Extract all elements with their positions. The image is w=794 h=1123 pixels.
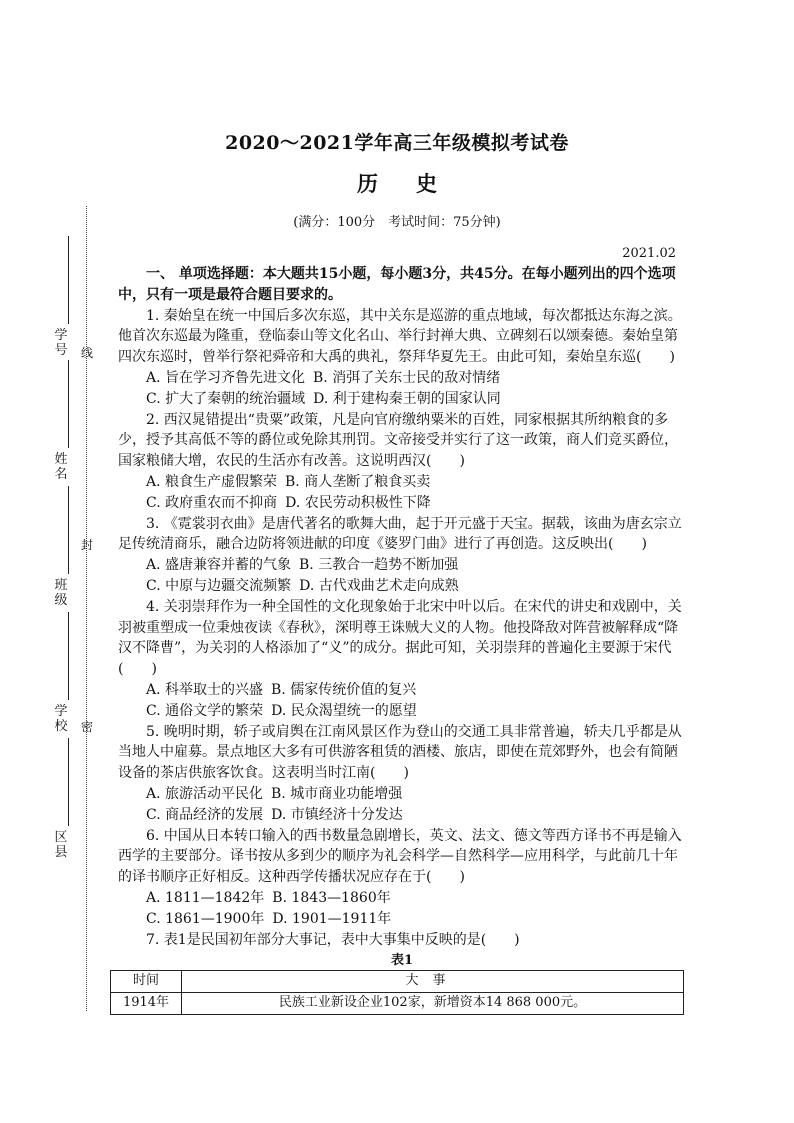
field-class (54, 578, 68, 608)
question-stem: 3. 《霓裳羽衣曲》是唐代著名的歌舞大曲，起于开元盛于天宝。据载，该曲为唐玄宗立足传统清商乐，融合边防将领进献的印度《婆罗门曲》进行了再创造。这反映出( ) (118, 515, 682, 553)
option-row (118, 805, 686, 826)
option[interactable]: A. 旅游活动平民化 (146, 785, 264, 802)
exam-content (118, 264, 686, 1015)
blank-line[interactable] (68, 738, 69, 826)
option-row (118, 576, 686, 597)
question-stem: 6. 中国从日本转口输入的西书数量急剧增长，英文、法文、德文等西方译书不再是输入西学的主要部分。译书按从多到少的顺序为礼会科学—自然科学—应用科学，与此前几十年的译书顺序正好相反。这种西学传播状况应存在于( ) (118, 827, 682, 886)
option[interactable]: A. 粮食生产虚假繁荣 (146, 473, 278, 490)
table-header: 大事 (182, 971, 684, 993)
option[interactable]: C. 中原与边疆交流频繁 (146, 577, 292, 594)
option[interactable]: D. 利于建构秦王朝的国家认同 (313, 390, 501, 407)
question-stem: 4. 关羽崇拜作为一种全国性的文化现象始于北宋中叶以后。在宋代的讲史和戏剧中，关羽被重塑成一位秉烛夜读《春秋》，深明尊王诛贼大义的人物。他投降敌对阵营被解释成“降汉不降曹”，为关羽的人格添加了“义”的成分。据此可知，关羽崇拜的普遍化主要源于宋代( ) (118, 598, 682, 678)
table-row (111, 993, 684, 1015)
option[interactable]: B. 儒家传统价值的复兴 (271, 681, 417, 698)
field-school (54, 704, 68, 734)
question-stem: 5. 晚明时期，轿子或肩舆在江南风景区作为登山的交通工具非常普遍，轿夫几乎都是从当地人中雇募。景点地区大多有可供游客租赁的酒楼、旅店，即使在荒郊野外，也会有简陋设备的茶店供旅客饮食。这表明当时江南( ) (118, 723, 682, 782)
table-cell: 1914年 (111, 993, 182, 1015)
seal-char-seal: 封 (80, 538, 93, 552)
option-row (118, 680, 686, 701)
option-row (118, 389, 686, 410)
seal-char-secret: 密 (80, 720, 93, 734)
option-row (118, 701, 686, 722)
field-label: 姓名 (54, 452, 68, 482)
option-row (118, 888, 686, 909)
option[interactable]: B. 商人垄断了粮食买卖 (285, 473, 431, 490)
binding-dotted-line (86, 206, 87, 1011)
option[interactable]: B. 消弭了关东士民的敌对情绪 (313, 369, 501, 386)
option[interactable]: D. 民众渴望统一的愿望 (271, 702, 417, 719)
option[interactable]: A. 1811—1842年 (146, 889, 265, 906)
exam-date: 2021.02 (622, 246, 676, 261)
field-label: 班级 (54, 578, 68, 608)
option[interactable]: C. 扩大了秦朝的统治疆域 (146, 390, 306, 407)
blank-line[interactable] (68, 360, 69, 448)
table-caption: 表1 (390, 953, 414, 969)
option[interactable]: B. 三教合一趋势不断加强 (299, 557, 459, 574)
option[interactable]: C. 通俗文学的繁荣 (146, 702, 264, 719)
section-heading: 一、 单项选择题：本大题共15小题，每小题3分，共45分。在每小题列出的四个选项中，只有一项是最符合题目要求的。 (118, 266, 676, 303)
blank-line[interactable] (68, 486, 69, 574)
option-row (118, 368, 686, 389)
blank-line[interactable] (68, 612, 69, 700)
option-row (118, 472, 686, 493)
field-district (54, 830, 68, 860)
exam-subject: 历史 (357, 171, 475, 196)
option[interactable]: B. 1843—1860年 (272, 889, 391, 906)
option[interactable]: B. 城市商业功能增强 (271, 785, 403, 802)
field-label: 学号 (54, 328, 68, 358)
blank-line[interactable] (68, 236, 69, 324)
option[interactable]: D. 1901—1911年 (272, 910, 392, 927)
option-row (118, 555, 686, 576)
table-header-row (111, 971, 684, 993)
option[interactable]: A. 盛唐兼容并蓄的气象 (146, 557, 292, 574)
question-stem: 7. 表1是民国初年部分大事记，表中大事集中反映的是( ) (146, 931, 520, 948)
field-label: 区县 (54, 830, 68, 860)
option-row (118, 784, 686, 805)
exam-meta: (满分：100分 考试时间：75分钟) (293, 215, 501, 230)
option[interactable]: C. 政府重农而不抑商 (146, 494, 278, 511)
table-cell: 民族工业新设企业102家，新增资本14 868 000元。 (182, 993, 684, 1015)
option[interactable]: A. 科举取士的兴盛 (146, 681, 264, 698)
question-stem: 1. 秦始皇在统一中国后多次东巡，其中关东是巡游的重点地域，每次都抵达东海之滨。他首次东巡最为隆重，登临泰山等文化名山、举行封禅大典、立碑刻石以颂秦德。秦始皇第四次东巡时，曾举行祭祀舜帝和大禹的典礼，祭拜华夏先王。由此可知，秦始皇东巡( ) (118, 307, 682, 366)
option[interactable]: D. 古代戏曲艺术走向成熟 (299, 577, 459, 594)
option[interactable]: D. 市镇经济十分发达 (271, 806, 403, 823)
table-header: 时间 (111, 971, 182, 993)
option[interactable]: A. 旨在学习齐鲁先进文化 (146, 369, 306, 386)
option-row (118, 909, 686, 930)
field-name (54, 452, 68, 482)
option[interactable]: C. 1861—1900年 (146, 910, 265, 927)
question-stem: 2. 西汉晁错提出“贵粟”政策，凡是向官府缴纳粟米的百姓，同家根据其所纳粮食的多少，授予其高低不等的爵位或免除其刑罚。文帝接受并实行了这一政策，商人们竞买爵位，国家粮储大增，农民的生活亦有改善。这说明西汉( ) (118, 411, 678, 470)
field-student-id (54, 328, 68, 358)
events-table (110, 970, 684, 1015)
seal-char-line: 线 (80, 346, 93, 360)
option-row (118, 493, 686, 514)
field-label: 学校 (54, 704, 68, 734)
option[interactable]: C. 商品经济的发展 (146, 806, 264, 823)
exam-title: 2020～2021学年高三年级模拟考试卷 (225, 132, 569, 154)
option[interactable]: D. 农民劳动积极性下降 (285, 494, 431, 511)
